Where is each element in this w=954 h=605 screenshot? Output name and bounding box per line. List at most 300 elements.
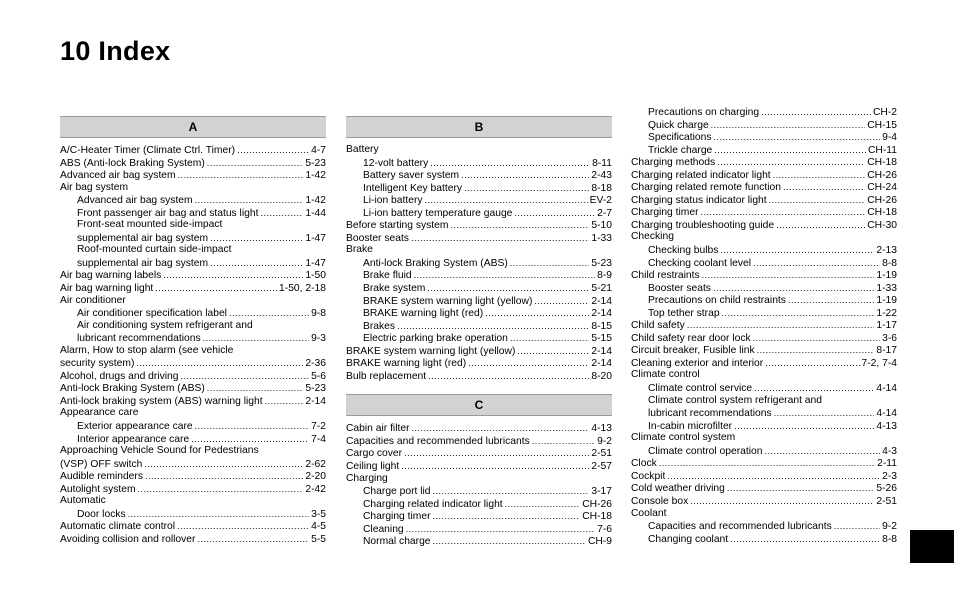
entry-text: Checking bulbs: [648, 245, 719, 257]
index-entry: [346, 422, 612, 435]
entry-text: Anti-lock braking system (ABS) warning light: [60, 395, 263, 407]
index-subentry: [631, 119, 897, 132]
index-subentry: [60, 307, 326, 320]
dot-leader: [717, 156, 865, 170]
index-entry: [631, 332, 897, 345]
dot-leader: [753, 257, 880, 271]
entry-text: Charging methods: [631, 157, 716, 169]
dot-leader: [136, 357, 303, 371]
index-subentry: [631, 257, 897, 270]
entry-text: Air bag system: [60, 181, 129, 193]
index-entry: [346, 219, 612, 232]
index-subentry: [60, 508, 326, 521]
index-subentry: [60, 433, 326, 446]
dot-leader: [485, 307, 589, 321]
entry-text: Child restraints: [631, 270, 700, 282]
page-reference: 5-15: [591, 333, 612, 345]
page-reference: 5-23: [305, 157, 326, 169]
dot-leader: [128, 508, 309, 522]
entry-text: security system): [60, 358, 135, 370]
index-subentry: [631, 131, 897, 144]
entry-text: Battery: [346, 144, 379, 155]
dot-leader: [433, 535, 586, 549]
page-reference: CH-26: [582, 498, 612, 510]
page-reference: 1-22: [876, 307, 897, 319]
page-reference: 1-47: [305, 257, 326, 269]
dot-leader: [178, 169, 304, 183]
entry-text: Charging status indicator light: [631, 194, 767, 206]
page-reference: 3-5: [311, 508, 326, 520]
index-subentry: [346, 523, 612, 536]
index-entry: [60, 144, 326, 157]
page-reference: 1-42: [305, 170, 326, 182]
index-subentry: [346, 269, 612, 282]
entry-text: Roof-mounted curtain side-impact: [77, 244, 232, 256]
dot-leader: [195, 420, 309, 434]
dot-leader: [433, 485, 590, 499]
dot-leader: [155, 282, 277, 296]
index-entry: [346, 345, 612, 358]
index-entry: [60, 395, 326, 408]
page-reference: 4-7: [311, 145, 326, 156]
page-reference: 8-17: [876, 345, 897, 357]
dot-leader: [207, 382, 304, 396]
page-reference: 8-8: [882, 257, 897, 269]
entry-text: Li-ion battery temperature gauge: [363, 207, 513, 219]
page-reference: 5-21: [591, 283, 612, 295]
dot-leader: [237, 144, 309, 158]
entry-text: Changing coolant: [648, 533, 729, 545]
index-subentry: [346, 535, 612, 548]
entry-text: Checking coolant level: [648, 257, 752, 269]
dot-leader: [450, 219, 589, 233]
entry-text: Before starting system: [346, 220, 449, 232]
dot-leader: [765, 357, 859, 371]
page-reference: CH-18: [867, 207, 897, 219]
index-entry: [60, 169, 326, 182]
entry-text: A/C-Heater Timer (Climate Ctrl. Timer): [60, 145, 236, 156]
entry-text: Charging troubleshooting guide: [631, 219, 775, 231]
page-reference: 9-3: [311, 333, 326, 345]
dot-leader: [397, 320, 589, 334]
index-subentry: [346, 320, 612, 333]
entry-text: Exterior appearance care: [77, 421, 193, 433]
entry-text: Battery saver system: [363, 170, 460, 182]
index-entry: [60, 483, 326, 496]
dot-leader: [163, 269, 303, 283]
dot-leader: [714, 144, 866, 158]
entry-text: Appearance care: [60, 407, 139, 419]
entry-text: Capacities and recommended lubricants: [648, 521, 832, 533]
page-reference: 2-14: [305, 395, 326, 407]
entry-text: Charging timer: [363, 511, 431, 523]
page-reference: 1-50, 2-18: [279, 283, 326, 295]
entry-text: Ceiling light: [346, 461, 400, 473]
entry-text: (VSP) OFF switch: [60, 458, 143, 470]
dot-leader: [144, 458, 303, 472]
page-reference: EV-2: [589, 195, 612, 207]
dot-leader: [203, 332, 309, 346]
entry-text: Top tether strap: [648, 307, 720, 319]
dot-leader: [659, 457, 875, 471]
index-column-1: [60, 116, 326, 546]
page-reference: CH-18: [867, 157, 897, 169]
index-subentry: [631, 445, 897, 458]
entry-text: Air conditioner specification label: [77, 308, 227, 320]
entry-text: Trickle charge: [648, 144, 713, 156]
dot-leader: [191, 433, 309, 447]
dot-leader: [776, 219, 865, 233]
dot-leader: [468, 357, 589, 371]
entry-text: Anti-lock Braking System (ABS): [363, 257, 508, 269]
page-reference: 4-13: [876, 420, 897, 432]
dot-leader: [461, 169, 589, 183]
page-reference: CH-26: [867, 194, 897, 206]
index-section: [346, 394, 612, 547]
dot-leader: [510, 332, 590, 346]
page-reference: CH-15: [867, 119, 897, 131]
dot-leader: [720, 244, 874, 258]
index-entry: [60, 458, 326, 471]
entry-text: Air bag warning labels: [60, 270, 162, 282]
entry-text: Precautions on child restraints: [648, 295, 786, 307]
index-subentry: [346, 194, 612, 207]
entry-text: Air conditioning system refrigerant and: [77, 319, 253, 331]
dot-leader: [667, 470, 880, 484]
dot-leader: [197, 533, 309, 547]
entry-text: Air bag warning light: [60, 283, 154, 295]
entry-text: Climate control system: [631, 432, 736, 444]
page-reference: 2-11: [877, 458, 897, 470]
page-reference: 2-14: [591, 308, 612, 320]
page-reference: 5-5: [311, 533, 326, 545]
page-reference: 2-7: [597, 207, 612, 219]
index-entry: [346, 370, 612, 383]
index-subentry: [346, 182, 612, 195]
entry-text: In-cabin microfilter: [648, 420, 733, 432]
page-reference: 7-2: [311, 421, 326, 433]
dot-leader: [181, 370, 310, 384]
entry-text: Cargo cover: [346, 448, 403, 460]
dot-leader: [265, 395, 304, 409]
page-reference: 2-57: [591, 461, 612, 473]
dot-leader: [177, 520, 309, 534]
index-subentry: [346, 485, 612, 498]
dot-leader: [757, 344, 875, 358]
entry-text: Bulb replacement: [346, 370, 427, 382]
page-reference: CH-26: [867, 169, 897, 181]
entry-text: Charging timer: [631, 207, 699, 219]
dot-leader: [505, 498, 581, 512]
index-entry: [60, 382, 326, 395]
dot-leader: [514, 207, 595, 221]
index-section: [60, 116, 326, 546]
page-reference: 2-20: [305, 471, 326, 483]
index-entry: [60, 533, 326, 546]
index-subentry: [60, 420, 326, 433]
entry-text: BRAKE warning light (red): [346, 358, 467, 370]
index-subentry: [631, 382, 897, 395]
dot-leader: [229, 307, 309, 321]
page-reference: 8-9: [597, 270, 612, 282]
dot-leader: [764, 445, 880, 459]
dot-leader: [687, 319, 875, 333]
entry-text: Front-seat mounted side-impact: [77, 219, 223, 231]
index-entry: [631, 344, 897, 357]
page-reference: 1-33: [591, 232, 612, 244]
index-subentry: [60, 207, 326, 220]
entry-text: Cockpit: [631, 470, 666, 482]
entry-text: Cold weather driving: [631, 483, 725, 495]
index-entry: [346, 232, 612, 245]
index-entry: [60, 269, 326, 282]
dot-leader: [727, 482, 875, 496]
page-reference: CH-24: [867, 182, 897, 194]
entry-text: Clock: [631, 458, 657, 470]
dot-leader: [722, 307, 875, 321]
dot-leader: [404, 447, 589, 461]
entry-text: lubricant recommendations: [77, 333, 201, 345]
index-entry: [631, 181, 897, 194]
entry-text: Charging: [346, 472, 388, 484]
index-entry: [346, 473, 612, 486]
page-reference: 5-10: [591, 220, 612, 232]
page-reference: 2-62: [305, 458, 326, 470]
page-reference: 2-42: [305, 483, 326, 495]
index-entry: [60, 345, 326, 358]
index-subentry: [631, 520, 897, 533]
index-subentry: [346, 332, 612, 345]
index-entry: [346, 435, 612, 448]
page-reference: 9-8: [311, 308, 326, 320]
index-subentry: [631, 420, 897, 433]
entry-text: supplemental air bag system: [77, 257, 209, 269]
entry-text: Avoiding collision and rollover: [60, 533, 196, 545]
page-reference: 2-36: [305, 358, 326, 370]
entry-text: Automatic: [60, 495, 106, 507]
index-entry: [60, 157, 326, 170]
page-reference: 1-44: [305, 207, 326, 219]
index-entry: [60, 445, 326, 458]
index-entry-list: [60, 144, 326, 546]
index-subentry: [346, 207, 612, 220]
page-reference: 5-26: [876, 483, 897, 495]
dot-leader: [138, 483, 304, 497]
entry-text: Automatic climate control: [60, 521, 176, 533]
dot-leader: [773, 169, 866, 183]
index-section: [346, 116, 612, 382]
page-reference: 4-14: [876, 383, 897, 395]
page-reference: 9-2: [882, 521, 897, 533]
page-reference: 4-3: [882, 445, 897, 457]
dot-leader: [210, 257, 303, 271]
index-column-3: [631, 106, 897, 545]
dot-leader: [401, 460, 589, 474]
chapter-tab-marker: [910, 530, 954, 563]
index-entry: [60, 407, 326, 420]
index-subentry: [346, 498, 612, 511]
page-reference: 1-19: [876, 295, 897, 307]
entry-text: supplemental air bag system: [77, 232, 209, 244]
page-reference: 4-5: [311, 521, 326, 533]
dot-leader: [464, 182, 589, 196]
dot-leader: [433, 510, 581, 524]
index-entry: [631, 156, 897, 169]
section-letter-header: A: [60, 116, 326, 138]
dot-leader: [734, 420, 874, 434]
entry-text: Anti-lock Braking System (ABS): [60, 383, 205, 395]
entry-text: Cleaning: [363, 523, 404, 535]
index-entry-list: [346, 144, 612, 382]
index-entry: [60, 370, 326, 383]
index-subentry: [60, 232, 326, 245]
entry-text: Autolight system: [60, 483, 136, 495]
page-title: 10 Index: [60, 36, 171, 66]
page-reference: 2-14: [591, 358, 612, 370]
entry-text: Front passenger air bag and status light: [77, 207, 259, 219]
index-entry: [346, 244, 612, 257]
entry-text: Charging related remote function: [631, 182, 781, 194]
entry-text: Specifications: [648, 132, 712, 144]
index-entry: [631, 219, 897, 232]
dot-leader: [730, 533, 880, 547]
entry-text: Alcohol, drugs and driving: [60, 370, 179, 382]
index-subentry: [631, 307, 897, 320]
entry-text: Audible reminders: [60, 471, 143, 483]
page-reference: 8-15: [591, 320, 612, 332]
page-reference: 1-50: [305, 270, 326, 282]
dot-leader: [774, 407, 875, 421]
index-subentry: [631, 294, 897, 307]
page-reference: 5-6: [311, 370, 326, 382]
dot-leader: [701, 206, 866, 220]
entry-text: Climate control: [631, 369, 700, 381]
entry-text: Capacities and recommended lubricants: [346, 435, 530, 447]
page-reference: 1-17: [876, 320, 897, 332]
page-reference: 3-17: [591, 486, 612, 498]
entry-text: Door locks: [77, 508, 126, 520]
entry-text: Approaching Vehicle Sound for Pedestrians: [60, 445, 259, 457]
index-entry: [631, 231, 897, 244]
page-reference: 8-11: [592, 157, 612, 169]
index-entry: [631, 457, 897, 470]
index-entry: [60, 495, 326, 508]
index-subentry: [346, 257, 612, 270]
index-entry: [631, 169, 897, 182]
section-letter-header: C: [346, 394, 612, 416]
entry-text: ABS (Anti-lock Braking System): [60, 157, 205, 169]
entry-text: lubricant recommendations: [648, 408, 772, 420]
page-reference: 1-47: [305, 232, 326, 244]
index-subentry: [346, 295, 612, 308]
dot-leader: [195, 194, 304, 208]
dot-leader: [406, 523, 595, 537]
dot-leader: [713, 282, 874, 296]
index-entry: [346, 357, 612, 370]
page-reference: 8-18: [591, 182, 612, 194]
page-reference: 1-42: [305, 195, 326, 207]
page-reference: CH-18: [582, 511, 612, 523]
entry-text: Charge port lid: [363, 486, 431, 498]
dot-leader: [788, 294, 874, 308]
page-reference: CH-30: [867, 219, 897, 231]
entry-text: Climate control system refrigerant and: [648, 394, 822, 406]
dot-leader: [690, 495, 874, 509]
index-subentry: [60, 219, 326, 232]
entry-text: Brake system: [363, 283, 426, 295]
page-reference: CH-9: [587, 536, 612, 548]
dot-leader: [754, 382, 874, 396]
entry-text: Alarm, How to stop alarm (see vehicle: [60, 344, 234, 356]
dot-leader: [834, 520, 880, 534]
dot-leader: [430, 157, 590, 171]
index-entry: [631, 357, 897, 370]
entry-text: Coolant: [631, 507, 667, 519]
index-subentry: [60, 332, 326, 345]
dot-leader: [753, 332, 880, 346]
dot-leader: [412, 422, 590, 436]
page-reference: 5-23: [305, 383, 326, 395]
entry-text: BRAKE warning light (red): [363, 308, 484, 320]
dot-leader: [414, 269, 595, 283]
dot-leader: [714, 131, 881, 145]
index-subentry: [346, 510, 612, 523]
page-reference: 7-2, 7-4: [861, 357, 897, 369]
index-entry: [60, 470, 326, 483]
entry-text: Console box: [631, 495, 689, 507]
entry-text: Checking: [631, 231, 674, 243]
entry-text: Climate control operation: [648, 445, 763, 457]
index-subentry: [60, 194, 326, 207]
index-entry: [346, 447, 612, 460]
index-entry-list: [346, 422, 612, 547]
index-entry: [631, 495, 897, 508]
page-reference: 2-43: [591, 170, 612, 182]
dot-leader: [145, 470, 303, 484]
index-subentry: [60, 257, 326, 270]
dot-leader: [711, 119, 866, 133]
dot-leader: [783, 181, 865, 195]
entry-text: Advanced air bag system: [60, 170, 176, 182]
index-entry-list: [631, 106, 897, 545]
dot-leader: [425, 194, 588, 208]
entry-text: 12-volt battery: [363, 157, 429, 169]
entry-text: Child safety rear door lock: [631, 332, 751, 344]
entry-text: Normal charge: [363, 536, 431, 548]
dot-leader: [210, 232, 303, 246]
index-entry: [631, 206, 897, 219]
page-reference: 9-4: [882, 132, 897, 144]
index-subentry: [631, 106, 897, 119]
index-entry: [631, 319, 897, 332]
index-subentry: [631, 244, 897, 257]
dot-leader: [510, 257, 590, 271]
index-subentry: [60, 320, 326, 333]
entry-text: BRAKE system warning light (yellow): [363, 295, 533, 307]
entry-text: Charging related indicator light: [631, 169, 771, 181]
page-reference: CH-11: [868, 144, 897, 156]
page-reference: 2-13: [876, 245, 897, 257]
page-reference: 2-51: [591, 448, 612, 460]
dot-leader: [761, 106, 871, 120]
index-subentry: [631, 395, 897, 408]
dot-leader: [428, 370, 589, 384]
dot-leader: [207, 157, 304, 171]
page-reference: 9-2: [597, 435, 612, 447]
page-reference: 8-20: [591, 370, 612, 382]
dot-leader: [769, 194, 866, 208]
page-reference: CH-2: [872, 107, 897, 118]
